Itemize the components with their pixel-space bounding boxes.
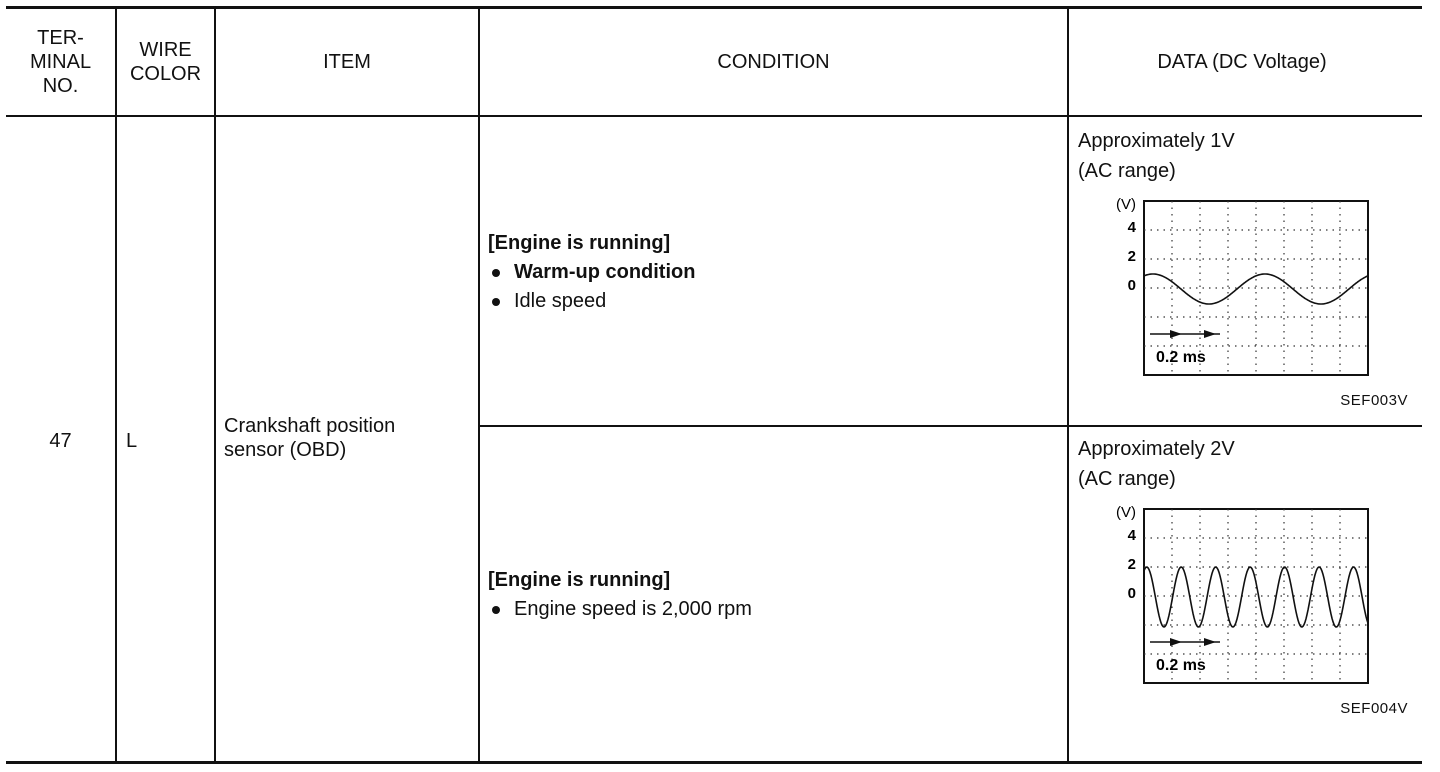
condition-1-bullet-2-text: Idle speed <box>514 290 607 312</box>
data-1-text <box>1078 126 1235 186</box>
item-line-2: sensor (OBD) <box>224 439 347 461</box>
scope-tick-label: 4 <box>1127 527 1136 544</box>
column-divider-2 <box>214 6 216 764</box>
bullet-dot-icon <box>492 298 500 306</box>
header-terminal-line-3: NO. <box>42 75 79 97</box>
scope-tick-label: 4 <box>1127 219 1136 236</box>
condition-1 <box>488 229 695 316</box>
figure-code-1: SEF003V <box>1340 392 1408 409</box>
item-name <box>224 414 395 462</box>
header-terminal-line-2: MINAL <box>29 51 92 73</box>
scope-waveform-trace <box>1144 567 1368 627</box>
scope-unit-label: (V) <box>1116 196 1136 213</box>
data-2-text <box>1078 434 1235 494</box>
scope-time-arrow-head <box>1204 330 1216 338</box>
scope-tick-label: 0 <box>1127 277 1136 294</box>
column-divider-4 <box>1067 6 1069 764</box>
condition-1-title: [Engine is running] <box>488 232 671 254</box>
condition-1-bullet-1 <box>488 258 695 287</box>
scope-time-arrow-head <box>1204 638 1216 646</box>
data-1-line-1: Approximately 1V <box>1078 130 1235 152</box>
item-line-1: Crankshaft position <box>224 415 396 437</box>
condition-1-bullet-2 <box>488 287 695 316</box>
data-2-line-1: Approximately 2V <box>1078 438 1235 460</box>
scope-unit-label: (V) <box>1116 504 1136 521</box>
oscilloscope-waveform-1 <box>1100 193 1375 378</box>
header-wire-color <box>117 8 214 116</box>
table-bottom-rule <box>6 761 1422 764</box>
scope-time-label: 0.2 ms <box>1156 657 1206 674</box>
wire-color: L <box>126 430 138 452</box>
header-condition: CONDITION <box>717 51 830 73</box>
scope-tick-label: 2 <box>1127 248 1136 265</box>
scope-time-arrow-head <box>1170 638 1182 646</box>
scope-tick-label: 2 <box>1127 556 1136 573</box>
data-1-line-2: (AC range) <box>1078 160 1176 182</box>
header-wire-line-2: COLOR <box>129 63 202 85</box>
data-2-line-2: (AC range) <box>1078 468 1176 490</box>
terminal-number: 47 <box>49 430 72 452</box>
header-data: DATA (DC Voltage) <box>1157 51 1327 73</box>
scope-tick-label: 0 <box>1127 585 1136 602</box>
header-wire-line-1: WIRE <box>139 39 192 61</box>
condition-2-bullet-1 <box>488 595 752 624</box>
header-item: ITEM <box>323 51 371 73</box>
condition-divider-rule <box>479 425 1422 427</box>
condition-2-bullet-1-text: Engine speed is 2,000 rpm <box>514 598 752 620</box>
column-divider-3 <box>478 6 480 764</box>
header-terminal-no <box>6 8 115 116</box>
column-divider-1 <box>115 6 117 764</box>
header-terminal-line-1: TER- <box>37 27 84 49</box>
condition-2-title: [Engine is running] <box>488 569 671 591</box>
figure-code-2: SEF004V <box>1340 700 1408 717</box>
bullet-dot-icon <box>492 606 500 614</box>
condition-1-bullet-1-text: Warm-up condition <box>514 261 696 283</box>
scope-time-label: 0.2 ms <box>1156 349 1206 366</box>
scope-time-arrow-head <box>1170 330 1182 338</box>
oscilloscope-waveform-2 <box>1100 501 1375 686</box>
condition-2 <box>488 566 752 624</box>
bullet-dot-icon <box>492 269 500 277</box>
